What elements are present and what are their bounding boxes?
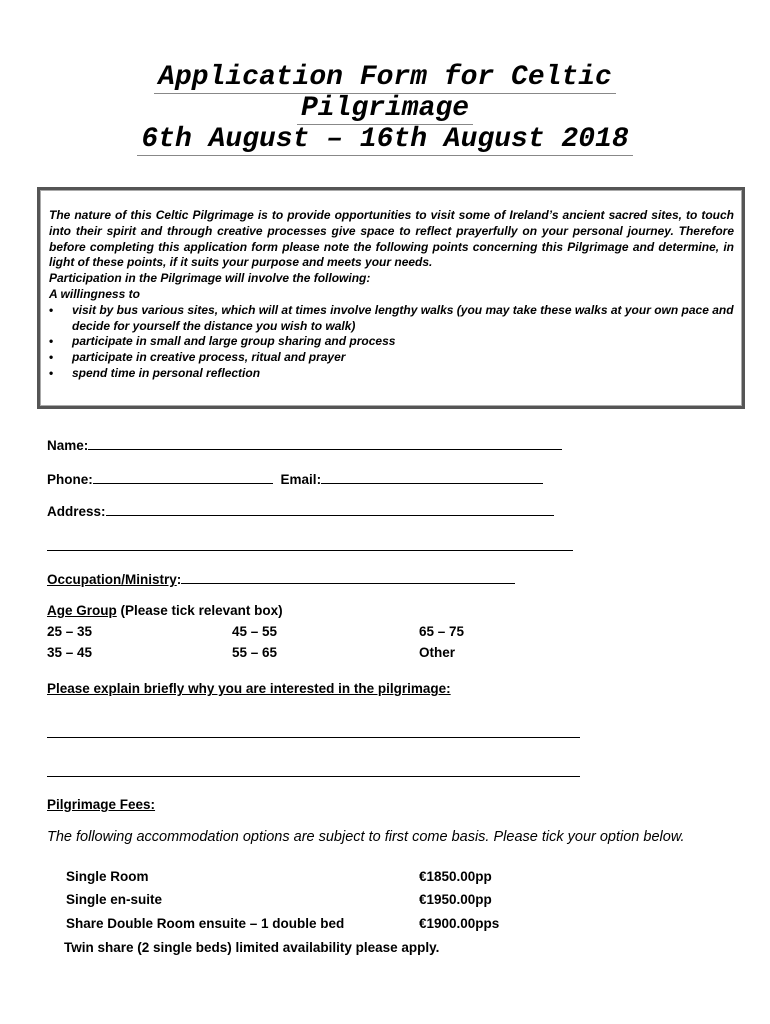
address-row: Address: (47, 502, 554, 520)
requirements-list (49, 303, 734, 382)
requirement-item: • spend time in personal reflection (49, 366, 734, 382)
age-option-35-45[interactable]: 35 – 45 (47, 645, 93, 660)
age-option-55-65[interactable]: 55 – 65 (232, 645, 278, 660)
name-field[interactable] (88, 436, 562, 450)
address-line-2[interactable] (47, 550, 573, 551)
form-title (0, 62, 770, 155)
fees-note: The following accommodation options are subject to first come basis. Please tick your option below. (47, 829, 685, 845)
occupation-row: Occupation/Ministry: (47, 570, 515, 588)
interest-question: Please explain briefly why you are interested in the pilgrimage: (47, 681, 451, 696)
age-group-label: Age Group (47, 603, 117, 618)
age-option-other[interactable]: Other (419, 645, 456, 660)
occupation-field[interactable] (181, 570, 515, 584)
age-option-65-75[interactable]: 65 – 75 (419, 624, 465, 639)
participation-text: Participation in the Pilgrimage will involve the following: (49, 271, 371, 286)
title-line-3: 6th August – 16th August 2018 (137, 124, 632, 156)
email-label: Email (280, 472, 317, 487)
name-label: Name (47, 438, 84, 453)
fee-price-single-room: €1850.00pp (419, 869, 492, 884)
title-line-1: Application Form for Celtic (154, 62, 616, 94)
age-group-row (47, 603, 283, 619)
address-label: Address (47, 504, 102, 519)
title-line-2: Pilgrimage (297, 93, 473, 125)
fees-heading: Pilgrimage Fees: (47, 797, 156, 812)
address-field[interactable] (106, 502, 554, 516)
age-option-45-55[interactable]: 45 – 55 (232, 624, 278, 639)
age-group-hint: (Please tick relevant box) (120, 603, 283, 618)
fee-option-single-ensuite[interactable]: Single en-suite (66, 892, 163, 907)
requirement-item: • participate in small and large group sharing and process (49, 334, 734, 350)
fee-price-share-double: €1900.00pps (419, 916, 500, 931)
requirement-item: • visit by bus various sites, which will at times involve lengthy walks (you may take these walks at your own pace and decide for yourself the distance you wish to walk) (49, 303, 734, 335)
twin-share-note: Twin share (2 single beds) limited availability please apply. (64, 940, 440, 955)
occupation-label: Occupation/Ministry (47, 572, 177, 587)
name-row: Name: (47, 436, 562, 454)
fee-price-single-ensuite: €1950.00pp (419, 892, 492, 907)
phone-field[interactable] (93, 470, 273, 484)
phone-label: Phone (47, 472, 89, 487)
email-field[interactable] (321, 470, 543, 484)
info-box (37, 187, 745, 409)
willingness-text: A willingness to (49, 286, 140, 301)
phone-email-row: Phone: Email: (47, 470, 543, 488)
interest-answer-line-2[interactable] (47, 776, 580, 777)
fee-option-single-room[interactable]: Single Room (66, 869, 149, 884)
requirement-item: • participate in creative process, ritual and prayer (49, 350, 734, 366)
interest-answer-line-1[interactable] (47, 737, 580, 738)
fee-option-share-double[interactable]: Share Double Room ensuite – 1 double bed (66, 916, 345, 931)
age-option-25-35[interactable]: 25 – 35 (47, 624, 93, 639)
intro-text: The nature of this Celtic Pilgrimage is to provide opportunities to visit some of Ireland’s ancient sacred sites, to touch into their spirit and through creative processes give space to reflect prayerfully on your personal journey. Therefore before completing this application form please note the following points concerning this Pilgrimage and determine, in light of these points, if it suits your purpose and meets your needs. (49, 208, 734, 270)
